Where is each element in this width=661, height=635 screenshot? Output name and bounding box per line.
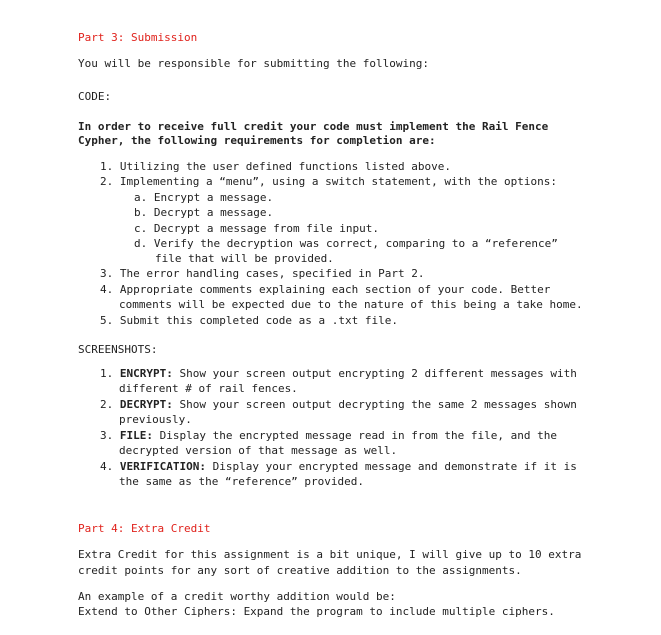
code-subitem-d-cont: file that will be provided. (155, 252, 334, 265)
screenshot-item-3-text: Display the encrypted message read in from the file, and the (159, 429, 557, 442)
screenshots-label: SCREENSHOTS: (78, 343, 158, 356)
code-label: CODE: (78, 90, 112, 103)
screenshot-item-3-num: 3. (100, 429, 114, 442)
screenshot-item-2 (100, 398, 577, 412)
screenshot-item-2-num: 2. (100, 398, 114, 411)
screenshot-item-4 (100, 460, 577, 474)
screenshot-item-1-cont: different # of rail fences. (119, 382, 298, 395)
screenshot-item-1-key: ENCRYPT: (119, 367, 173, 380)
code-item-2: 2. Implementing a “menu”, using a switch statement, with the options: (100, 175, 557, 188)
screenshot-item-2-text: Show your screen output decrypting the same 2 messages shown (179, 398, 577, 411)
requirements-line-1: In order to receive full credit your code must implement the Rail Fence (78, 120, 549, 133)
extra-credit-line-1: Extra Credit for this assignment is a bit unique, I will give up to 10 extra (78, 548, 582, 561)
screenshot-item-4-num: 4. (100, 460, 114, 473)
screenshot-item-1 (100, 367, 577, 381)
screenshot-item-4-text: Display your encrypted message and demonstrate if it is (212, 460, 577, 473)
example-line-1: An example of a credit worthy addition would be: (78, 590, 396, 603)
code-item-3: 3. The error handling cases, specified in Part 2. (100, 267, 425, 280)
screenshot-item-3-key: FILE: (119, 429, 153, 442)
code-subitem-a: a. Encrypt a message. (134, 191, 274, 204)
code-item-5: 5. Submit this completed code as a .txt file. (100, 314, 399, 327)
screenshot-item-1-num: 1. (100, 367, 114, 380)
screenshot-item-1-text: Show your screen output encrypting 2 different messages with (179, 367, 577, 380)
code-subitem-d: d. Verify the decryption was correct, comparing to a “reference” (134, 237, 558, 250)
screenshot-item-2-key: DECRYPT: (119, 398, 173, 411)
code-item-1: 1. Utilizing the user defined functions listed above. (100, 160, 451, 173)
code-item-4-cont: comments will be expected due to the nature of this being a take home. (119, 298, 583, 311)
code-subitem-b: b. Decrypt a message. (134, 206, 274, 219)
requirements-line-2: Cypher, the following requirements for completion are: (78, 134, 436, 147)
screenshot-item-2-cont: previously. (119, 413, 192, 426)
screenshot-item-4-cont: the same as the “reference” provided. (119, 475, 365, 488)
part3-intro: You will be responsible for submitting the following: (78, 57, 429, 70)
code-item-4: 4. Appropriate comments explaining each section of your code. Better (100, 283, 551, 296)
extra-credit-line-2: credit points for any sort of creative addition to the assignments. (78, 564, 522, 577)
screenshot-item-3 (100, 429, 557, 443)
example-line-2: Extend to Other Ciphers: Expand the program to include multiple ciphers. (78, 605, 555, 618)
part4-heading: Part 4: Extra Credit (78, 522, 211, 535)
code-subitem-c: c. Decrypt a message from file input. (134, 222, 380, 235)
screenshot-item-4-key: VERIFICATION: (119, 460, 206, 473)
screenshot-item-3-cont: decrypted version of that message as well. (119, 444, 398, 457)
part3-heading: Part 3: Submission (78, 31, 198, 44)
